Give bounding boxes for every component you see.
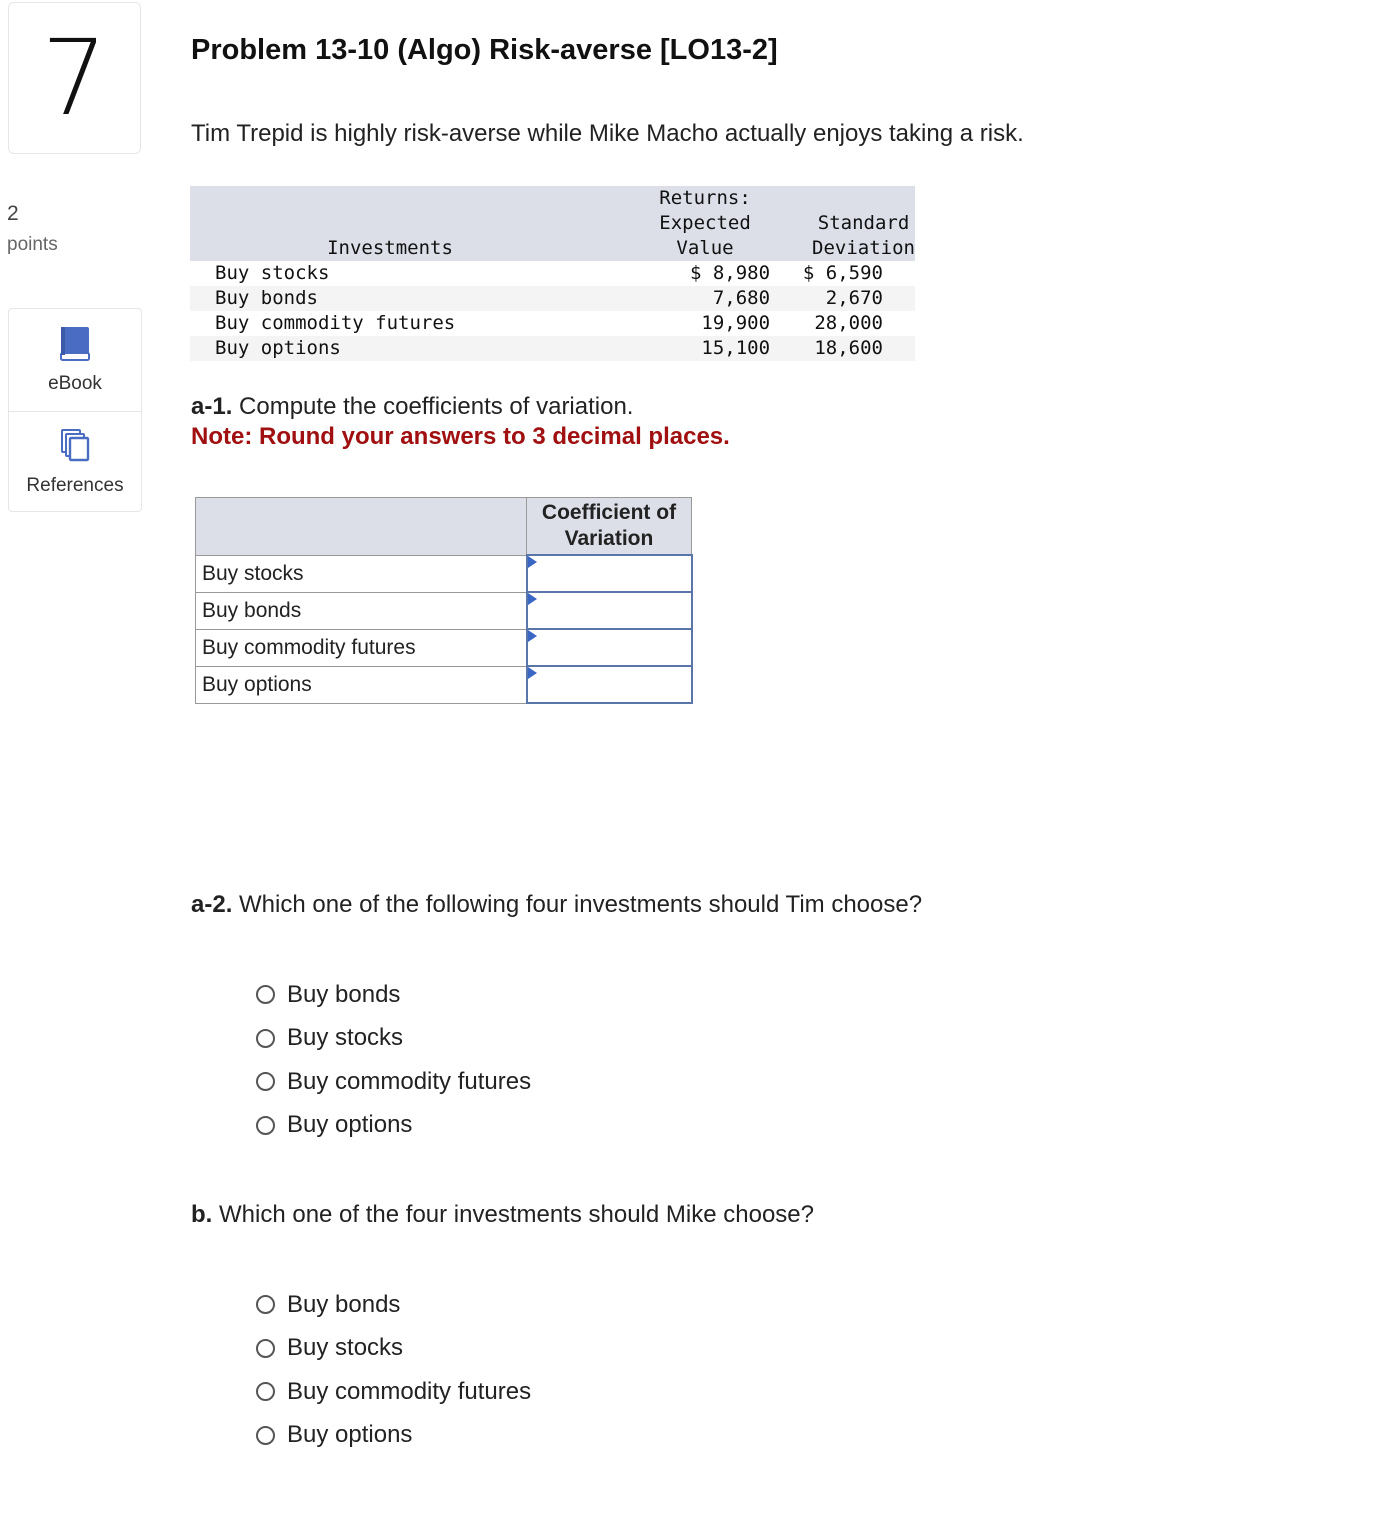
table-row (196, 666, 692, 703)
references-label: References (26, 475, 124, 496)
radio-label: Buy commodity futures (287, 1067, 532, 1095)
cv-answer-table (195, 497, 693, 704)
expected-value: 19,900 (701, 312, 771, 334)
radio-label: Buy options (287, 1111, 413, 1139)
radio-option[interactable] (256, 1370, 531, 1414)
table-row (190, 286, 915, 311)
expected-value: 7,680 (590, 286, 770, 311)
part-a2-text: Which one of the following four investments should Tim choose? (239, 891, 923, 918)
question-number-box (8, 2, 141, 154)
radio-option[interactable] (256, 1414, 531, 1458)
header-returns-line1: Returns: (590, 186, 770, 211)
cv-column-header: Coefficient of Variation (527, 498, 692, 556)
problem-title: Problem 13-10 (Algo) Risk-averse [LO13-2] (191, 34, 778, 66)
question-number: 7 (41, 17, 108, 139)
points-label: points (7, 234, 58, 255)
part-a2-prompt (191, 891, 922, 919)
radio-button[interactable] (256, 1295, 275, 1314)
header-investments (190, 186, 590, 211)
radio-option[interactable] (256, 1060, 531, 1104)
part-a1-note: Note: Round your answers to 3 decimal places. (191, 423, 730, 450)
points-value: 2 (7, 202, 19, 225)
investment-name: Buy commodity futures (215, 312, 456, 334)
radio-option[interactable] (256, 973, 531, 1017)
part-a2-label: a-2. (191, 891, 233, 918)
standard-deviation: 28,000 (814, 312, 883, 334)
expected-value: 15,100 (590, 336, 770, 361)
part-a2-options (256, 973, 531, 1147)
radio-label: Buy bonds (287, 1290, 401, 1318)
radio-label: Buy stocks (287, 1024, 404, 1052)
radio-label: Buy stocks (287, 1334, 404, 1362)
table-row (196, 592, 692, 629)
standard-deviation: 18,600 (770, 336, 915, 361)
cv-row-label: Buy stocks (196, 555, 527, 592)
cv-row-label: Buy options (196, 666, 527, 703)
standard-deviation: 2,670 (770, 286, 915, 311)
radio-option[interactable] (256, 1327, 531, 1371)
header-returns-line3: Value (590, 236, 770, 261)
radio-option[interactable] (256, 1017, 531, 1061)
input-marker-icon (528, 630, 537, 642)
radio-label: Buy options (287, 1421, 413, 1449)
investment-name: Buy options (190, 336, 590, 361)
radio-label: Buy bonds (287, 980, 401, 1008)
cv-input-bonds[interactable] (528, 594, 691, 628)
expected-value: $ 8,980 (689, 262, 771, 284)
cv-row-label: Buy bonds (196, 592, 527, 629)
references-icon (59, 428, 91, 469)
radio-button[interactable] (256, 1116, 275, 1135)
investment-name: Buy bonds (190, 286, 590, 311)
resources-panel (8, 308, 142, 512)
ebook-button[interactable] (9, 309, 141, 411)
cv-input-stocks[interactable] (528, 557, 691, 591)
radio-button[interactable] (256, 1426, 275, 1445)
table-row (190, 336, 915, 361)
part-a1-text: Compute the coefficients of variation. (239, 393, 634, 420)
investment-name: Buy stocks (215, 262, 330, 284)
table-row (196, 555, 692, 592)
table-row (190, 261, 915, 286)
references-button[interactable] (9, 411, 141, 513)
radio-button[interactable] (256, 1029, 275, 1048)
radio-button[interactable] (256, 1072, 275, 1091)
book-icon (59, 326, 91, 367)
cv-row-label: Buy commodity futures (196, 629, 527, 666)
table-row (196, 629, 692, 666)
part-b-options (256, 1283, 531, 1457)
part-a1-label: a-1. (191, 393, 233, 420)
input-marker-icon (528, 667, 537, 679)
radio-option[interactable] (256, 1283, 531, 1327)
part-b-label: b. (191, 1201, 213, 1228)
input-marker-icon (528, 593, 537, 605)
given-data-table (190, 186, 915, 361)
header-sd-line2: Deviation (770, 236, 915, 261)
cv-input-options[interactable] (528, 668, 691, 702)
part-b-text: Which one of the four investments should Mike choose? (219, 1201, 814, 1228)
part-a1-prompt (191, 393, 633, 421)
table-row (190, 311, 915, 336)
part-b-prompt (191, 1201, 814, 1229)
problem-intro: Tim Trepid is highly risk-averse while Mike Macho actually enjoys taking a risk. (191, 120, 1024, 147)
header-sd-line1: Standard (770, 211, 915, 236)
radio-button[interactable] (256, 985, 275, 1004)
radio-button[interactable] (256, 1382, 275, 1401)
ebook-label: eBook (48, 372, 102, 394)
radio-option[interactable] (256, 1104, 531, 1148)
standard-deviation: $ 6,590 (802, 262, 883, 284)
radio-button[interactable] (256, 1339, 275, 1358)
cv-input-commodity-futures[interactable] (528, 631, 691, 665)
input-marker-icon (528, 556, 537, 568)
radio-label: Buy commodity futures (287, 1377, 532, 1405)
header-returns-line2: Expected (590, 211, 770, 236)
header-investments-label: Investments (190, 236, 590, 261)
